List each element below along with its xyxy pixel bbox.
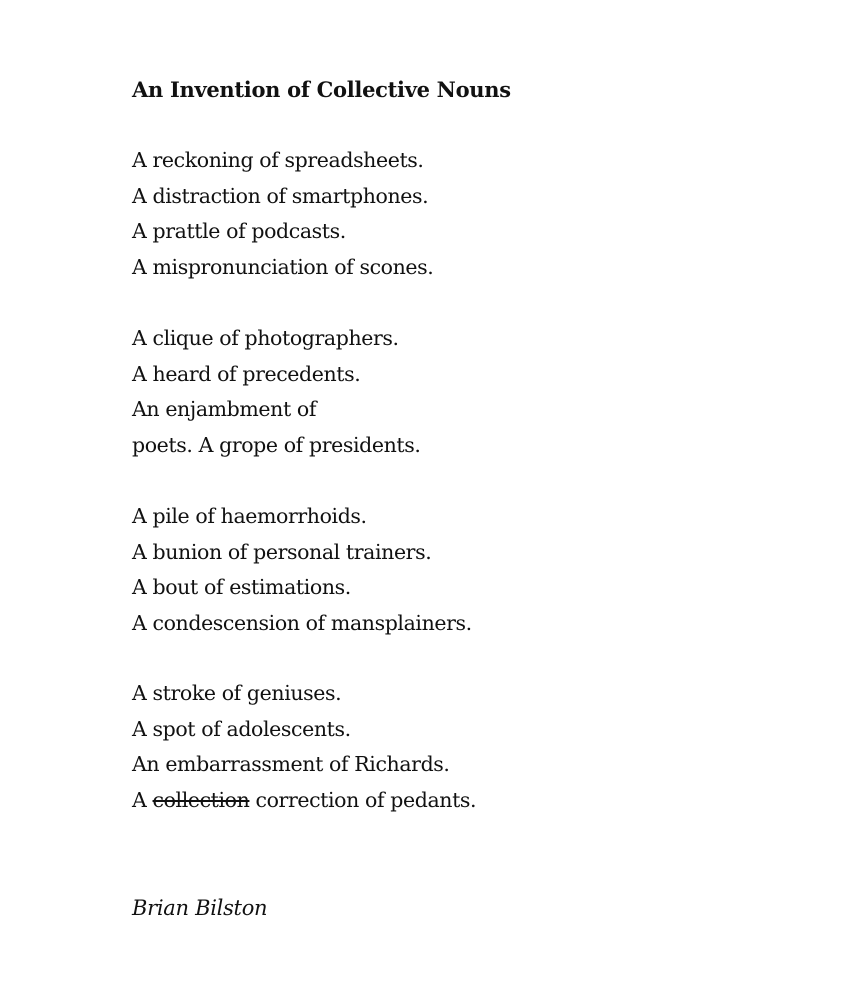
poem-line: A prattle of podcasts. <box>132 219 346 243</box>
poem-line: A bunion of personal trainers. <box>132 539 432 564</box>
poem-line: A distraction of smartphones. <box>132 183 429 208</box>
poem-line: A bout of estimations. <box>132 575 351 599</box>
stanza-1 <box>132 143 433 285</box>
poem-line: A mispronunciation of scones. <box>132 254 434 279</box>
poem-line: A pile of haemorrhoids. <box>132 504 367 528</box>
struck-through-word: collection <box>152 787 250 812</box>
stanza-3 <box>132 499 472 641</box>
poem-line: An enjambment of <box>132 397 317 421</box>
poem-line: An embarrassment of Richards. <box>132 752 450 776</box>
poem-line: poets. A grope of presidents. <box>132 432 421 457</box>
poem-line: A clique of photographers. <box>132 326 399 350</box>
poem-line: A reckoning of spreadsheets. <box>132 148 424 172</box>
line-suffix: correction of pedants. <box>249 787 477 812</box>
author-signature: Brian Bilston <box>132 896 268 920</box>
poem-line: A stroke of geniuses. <box>132 681 342 705</box>
stanza-2 <box>132 321 420 463</box>
poem-line: A heard of precedents. <box>132 361 361 386</box>
poem-line: A spot of adolescents. <box>132 716 351 741</box>
line-prefix: A <box>132 787 153 812</box>
poem-title: An Invention of Collective Nouns <box>132 77 511 102</box>
stanza-4 <box>132 676 476 818</box>
poem-line: A condescension of mansplainers. <box>132 610 472 635</box>
poem-page <box>132 72 812 920</box>
poem-line-with-correction <box>132 783 476 819</box>
